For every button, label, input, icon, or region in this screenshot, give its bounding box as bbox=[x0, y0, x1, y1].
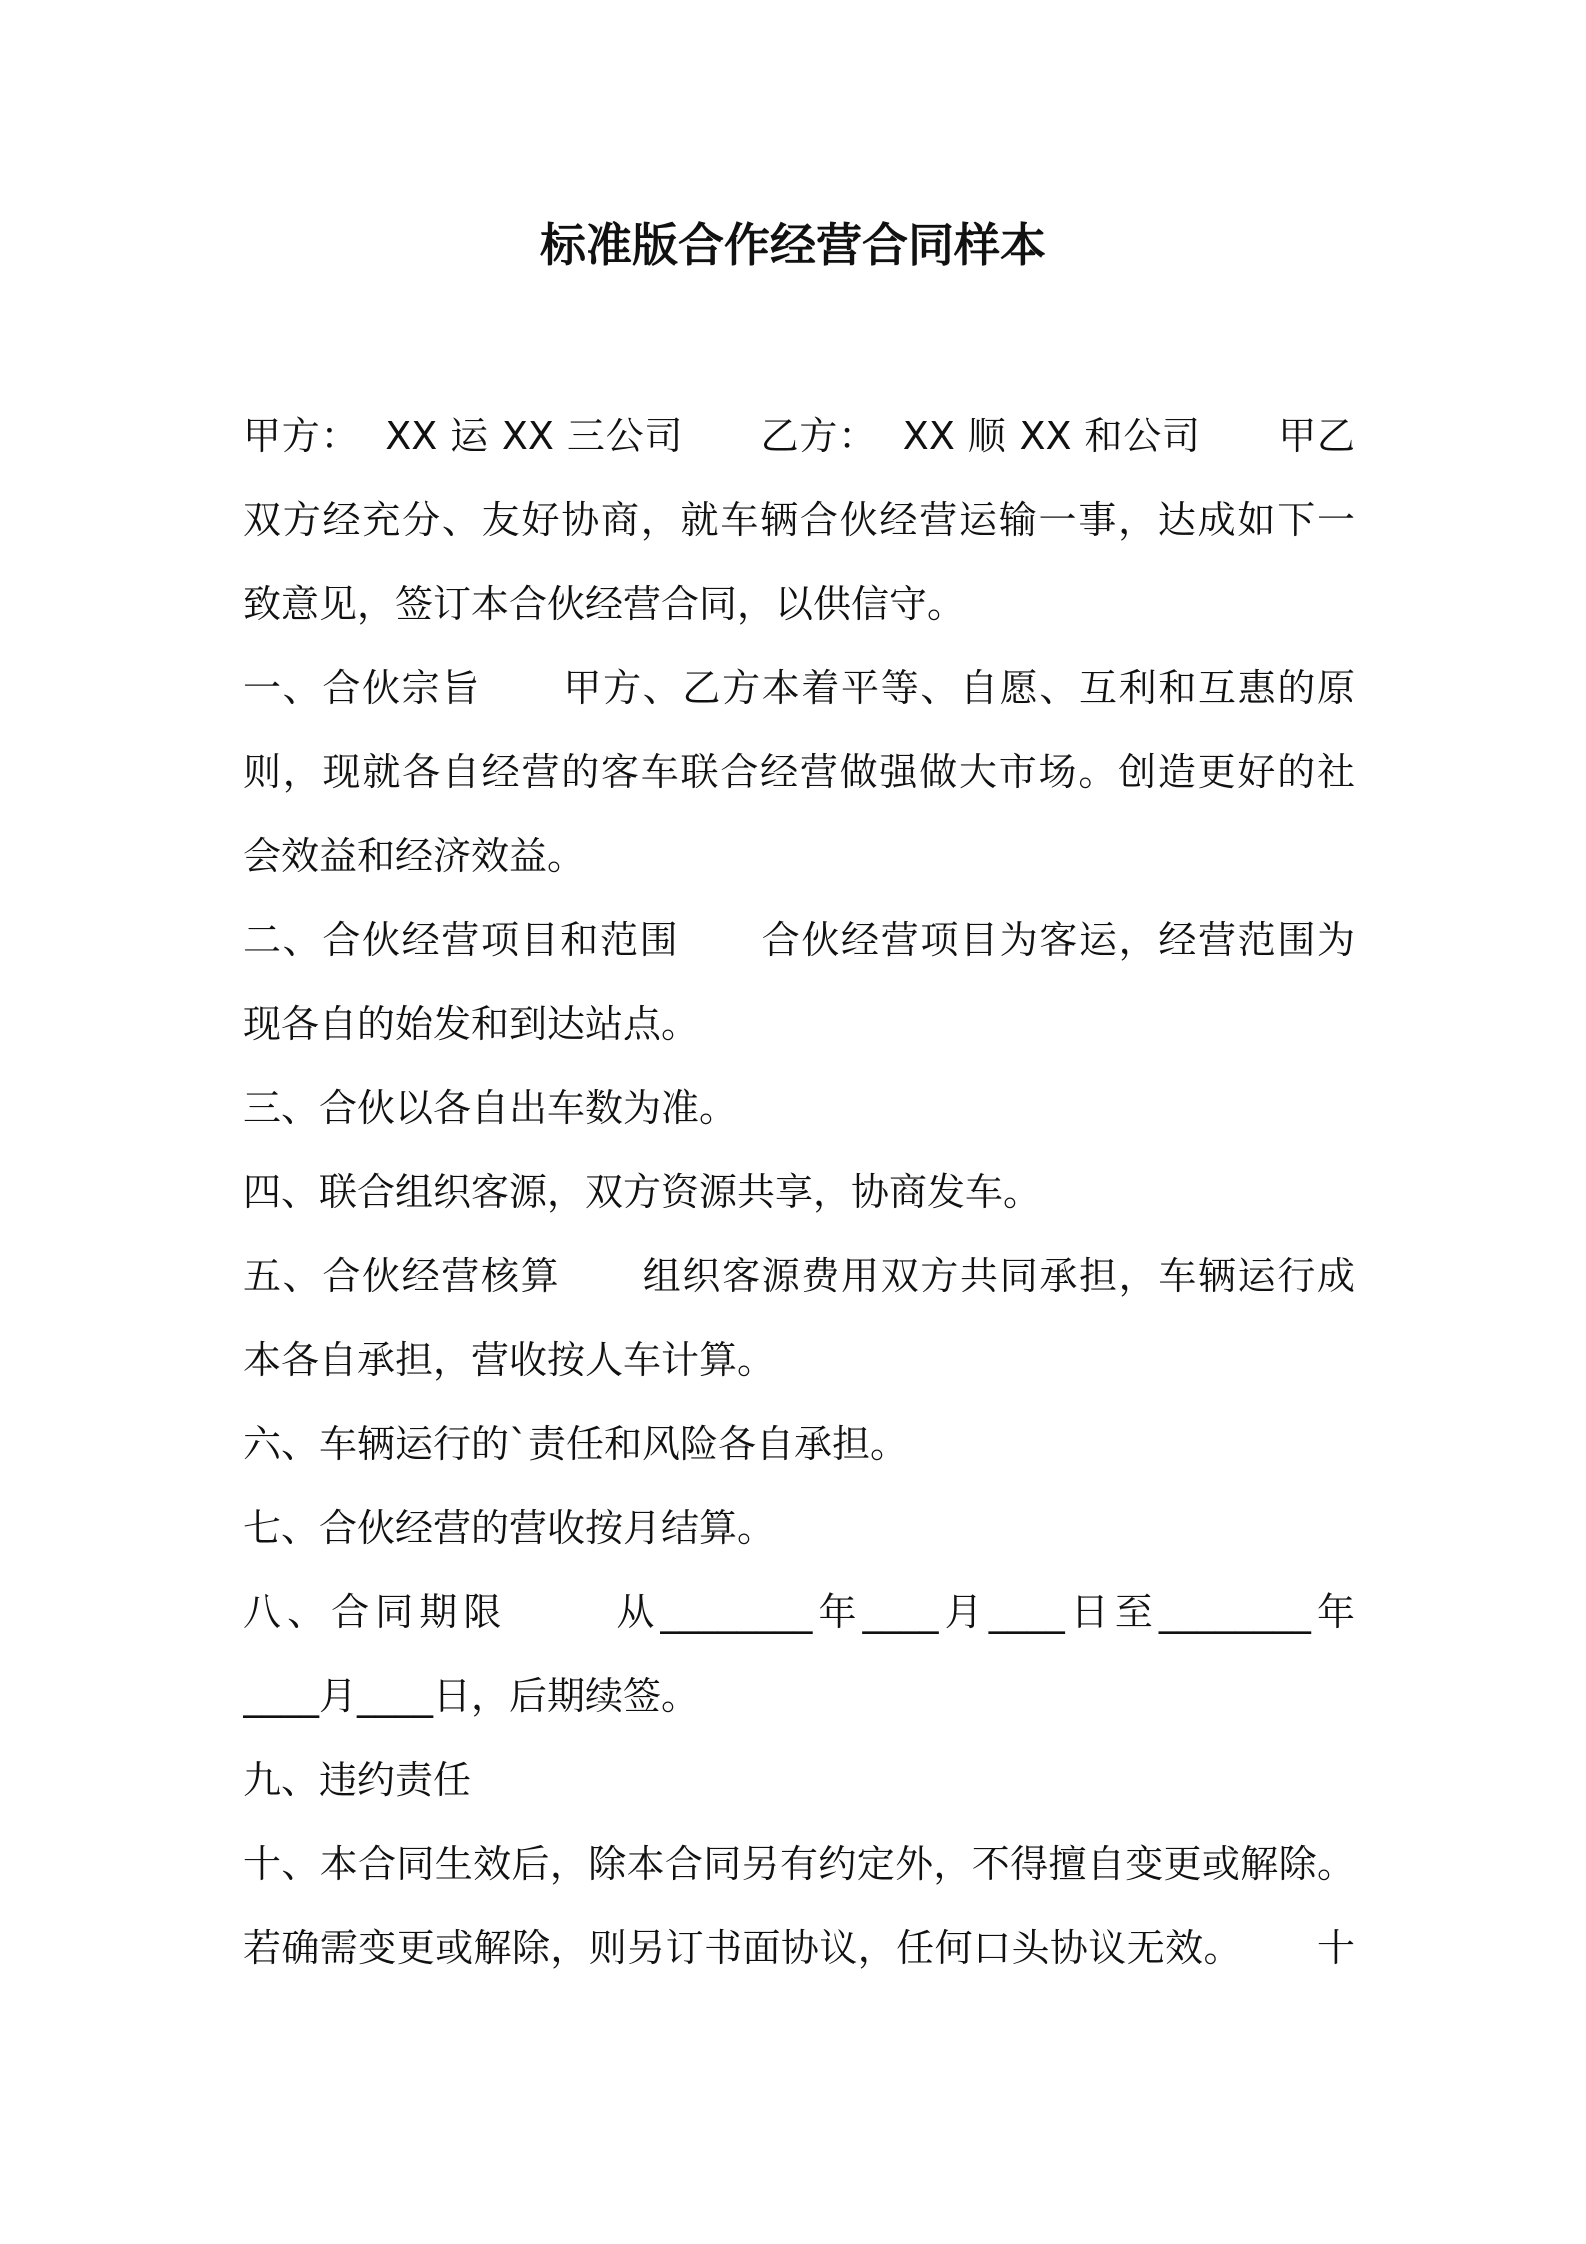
clause-8-line: ____月____日，后期续签。 bbox=[243, 1674, 700, 1718]
clause-10-line: 若确需变更或解除，则另订书面协议，任何口头协议无效。 十 bbox=[243, 1926, 1355, 1970]
clause-1-line: 一、合伙宗旨 甲方、乙方本着平等、自愿、互利和互惠的原 bbox=[243, 666, 1355, 710]
document-title: 标准版合作经营合同样本 bbox=[540, 218, 1046, 272]
clause-7-line: 七、合伙经营的营收按月结算。 bbox=[243, 1506, 776, 1550]
body-line: 双方经充分、友好协商，就车辆合伙经营运输一事，达成如下一 bbox=[243, 498, 1355, 542]
clause-3-line: 三、合伙以各自出车数为准。 bbox=[243, 1086, 738, 1130]
clause-4-line: 四、联合组织客源，双方资源共享，协商发车。 bbox=[243, 1170, 1042, 1214]
clause-5-line: 五、合伙经营核算 组织客源费用双方共同承担，车辆运行成 bbox=[243, 1254, 1355, 1298]
clause-9-line: 九、违约责任 bbox=[243, 1758, 472, 1802]
clause-10-line: 十、本合同生效后，除本合同另有约定外，不得擅自变更或解除。 bbox=[243, 1842, 1355, 1886]
clause-5-line: 本各自承担，营收按人车计算。 bbox=[243, 1338, 776, 1382]
body-line: 致意见，签订本合伙经营合同，以供信守。 bbox=[243, 582, 966, 626]
clause-8-line: 八、合同期限 从________年____月____日至________年 bbox=[243, 1590, 1355, 1634]
party-line: 甲方： XX 运 XX 三公司 乙方： XX 顺 XX 和公司 甲乙 bbox=[243, 414, 1355, 458]
clause-2-line: 现各自的始发和到达站点。 bbox=[243, 1002, 700, 1046]
clause-1-line: 则，现就各自经营的客车联合经营做强做大市场。创造更好的社 bbox=[243, 750, 1355, 794]
clause-6-line: 六、车辆运行的`责任和风险各自承担。 bbox=[243, 1422, 909, 1466]
clause-1-line: 会效益和经济效益。 bbox=[243, 834, 586, 878]
clause-2-line: 二、合伙经营项目和范围 合伙经营项目为客运，经营范围为 bbox=[243, 918, 1355, 962]
